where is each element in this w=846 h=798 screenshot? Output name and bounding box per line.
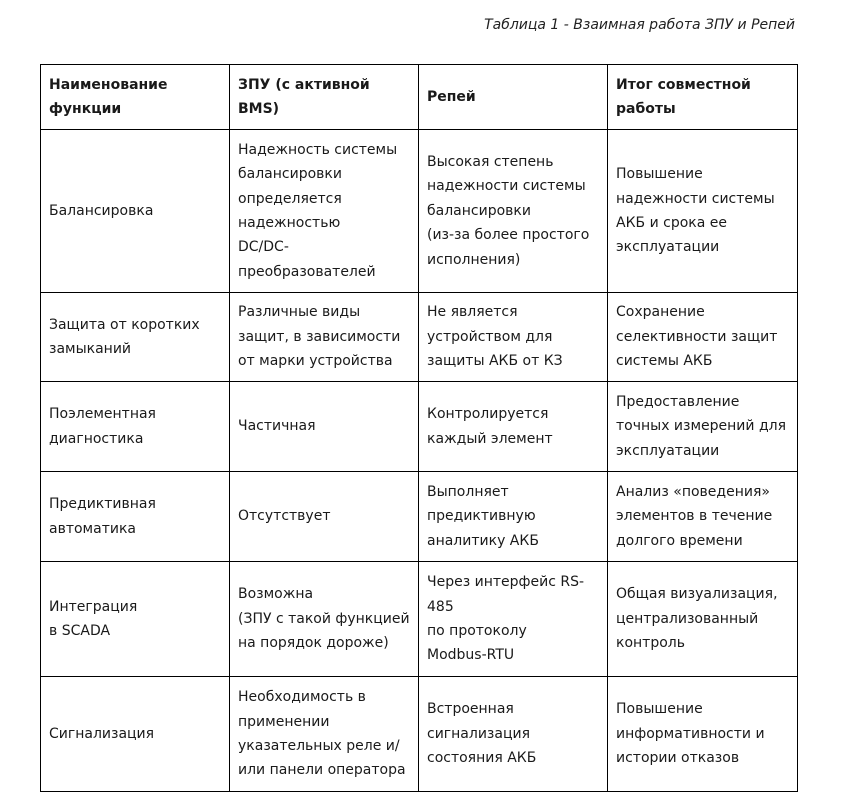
cell-text: или панели оператора [238, 762, 406, 779]
table-cell [608, 677, 798, 792]
table-cell [419, 562, 608, 677]
cell-text: на порядок дороже) [238, 635, 389, 652]
cell-text: каждый элемент [427, 430, 553, 447]
table-cell [41, 562, 230, 677]
cell-text: DC/DC- [238, 239, 289, 256]
cell-text: централизованный [616, 610, 759, 627]
cell-text: состояния АКБ [427, 750, 537, 767]
cell-text: замыканий [49, 341, 132, 357]
cell-text: контроль [616, 635, 685, 652]
cell-text: Не является [427, 304, 518, 321]
cell-text: Отсутствует [238, 508, 331, 525]
cell-text: Возможна [238, 586, 314, 603]
cell-text: Повышение [616, 701, 703, 718]
cell-text: Поэлементная [49, 406, 156, 423]
table-cell [608, 382, 798, 472]
table-cell [230, 293, 419, 382]
cell-text: надежности системы [616, 190, 775, 207]
cell-text: диагностика [49, 430, 144, 447]
cell-text: от марки устройства [238, 353, 393, 370]
cell-text: долгого времени [616, 532, 743, 549]
cell-text: указательных реле и/ [238, 738, 400, 754]
cell-text: истории отказов [616, 750, 740, 767]
cell-text: эксплуатации [616, 442, 720, 459]
table-cell [230, 562, 419, 677]
cell-text: Общая визуализация, [616, 586, 778, 603]
table-cell [41, 677, 230, 792]
cell-text: преобразователей [238, 263, 376, 280]
cell-text: Анализ «поведения» [616, 483, 770, 500]
table-cell [419, 382, 608, 472]
table-caption: Таблица 1 - Взаимная работа ЗПУ и Репей [484, 17, 795, 33]
table-cell [419, 293, 608, 382]
cell-text: Частичная [238, 418, 316, 435]
cell-text: системы АКБ [616, 353, 713, 370]
cell-text: сигнализация [427, 725, 531, 742]
table-cell [419, 677, 608, 792]
table-cell [230, 677, 419, 792]
table-row [41, 130, 798, 293]
header-cell-zpu [230, 65, 419, 130]
cell-text: информативности и [616, 725, 765, 742]
cell-text: точных измерений для [616, 418, 787, 435]
cell-text: (ЗПУ с такой функцией [238, 610, 410, 627]
table-cell [608, 293, 798, 382]
cell-text: Предоставление [616, 393, 740, 410]
cell-text: защиты АКБ от КЗ [427, 353, 563, 370]
table-row [41, 677, 798, 792]
table-cell [608, 472, 798, 562]
table-cell [608, 130, 798, 293]
cell-text: применении [238, 713, 330, 730]
cell-text: надежностью [238, 215, 341, 231]
cell-text: элементов в течение [616, 508, 773, 525]
cell-text: надежности системы [427, 178, 586, 195]
cell-text: Надежность системы [238, 141, 398, 158]
cell-text: исполнения) [427, 251, 521, 268]
cell-text: Повышение [616, 166, 703, 183]
header-cell-repey [419, 65, 608, 130]
header-text: работы [616, 101, 676, 117]
cell-text: селективности защит [616, 328, 778, 345]
header-text: ЗПУ (с активной BMS) [238, 76, 370, 117]
cell-text: Различные виды [238, 304, 361, 321]
table-cell [230, 472, 419, 562]
table-cell [230, 130, 419, 293]
cell-text: защит, в зависимости [238, 328, 401, 345]
header-text: функции [49, 101, 122, 117]
table-row [41, 562, 798, 677]
cell-text: аналитику АКБ [427, 532, 539, 549]
cell-text: Сигнализация [49, 725, 155, 742]
cell-text: Необходимость в [238, 689, 366, 706]
header-text: Наименование [49, 76, 168, 93]
cell-text: Интеграция [49, 598, 138, 615]
cell-text: 485 [427, 598, 454, 615]
cell-text: балансировки [427, 202, 531, 219]
cell-text: балансировки [238, 166, 342, 183]
table-row [41, 293, 798, 382]
table-cell [41, 472, 230, 562]
cell-text: Контролируется [427, 406, 549, 423]
cell-text: предиктивную [427, 508, 536, 525]
table-row [41, 382, 798, 472]
table-cell [41, 130, 230, 293]
cell-text: Сохранение [616, 304, 705, 321]
table-cell [230, 382, 419, 472]
header-text: Репей [427, 88, 476, 105]
table-cell [419, 130, 608, 293]
cell-text: Выполняет [427, 483, 509, 500]
header-text: Итог совместной [616, 76, 751, 93]
cell-text: Встроенная [427, 701, 514, 718]
table-cell [41, 382, 230, 472]
cell-text: Высокая степень [427, 153, 554, 170]
cell-text: в SCADA [49, 623, 111, 639]
header-cell-function [41, 65, 230, 130]
cell-text: определяется [238, 190, 342, 207]
cell-text: Modbus-RTU [427, 647, 515, 664]
cell-text: АКБ и срока ее [616, 215, 727, 231]
cell-text: эксплуатации [616, 239, 720, 256]
comparison-table [40, 64, 798, 792]
cell-text: автоматика [49, 520, 136, 537]
header-cell-result [608, 65, 798, 130]
cell-text: устройством для [427, 328, 553, 345]
table-cell [419, 472, 608, 562]
cell-text: Балансировка [49, 202, 154, 219]
cell-text: (из-за более простого [427, 227, 590, 244]
table-row [41, 472, 798, 562]
cell-text: Предиктивная [49, 496, 156, 513]
cell-text: по протоколу [427, 623, 527, 639]
table-cell [41, 293, 230, 382]
cell-text: Через интерфейс RS- [427, 574, 585, 591]
cell-text: Защита от коротких [49, 316, 200, 333]
header-row [41, 65, 798, 130]
table-cell [608, 562, 798, 677]
